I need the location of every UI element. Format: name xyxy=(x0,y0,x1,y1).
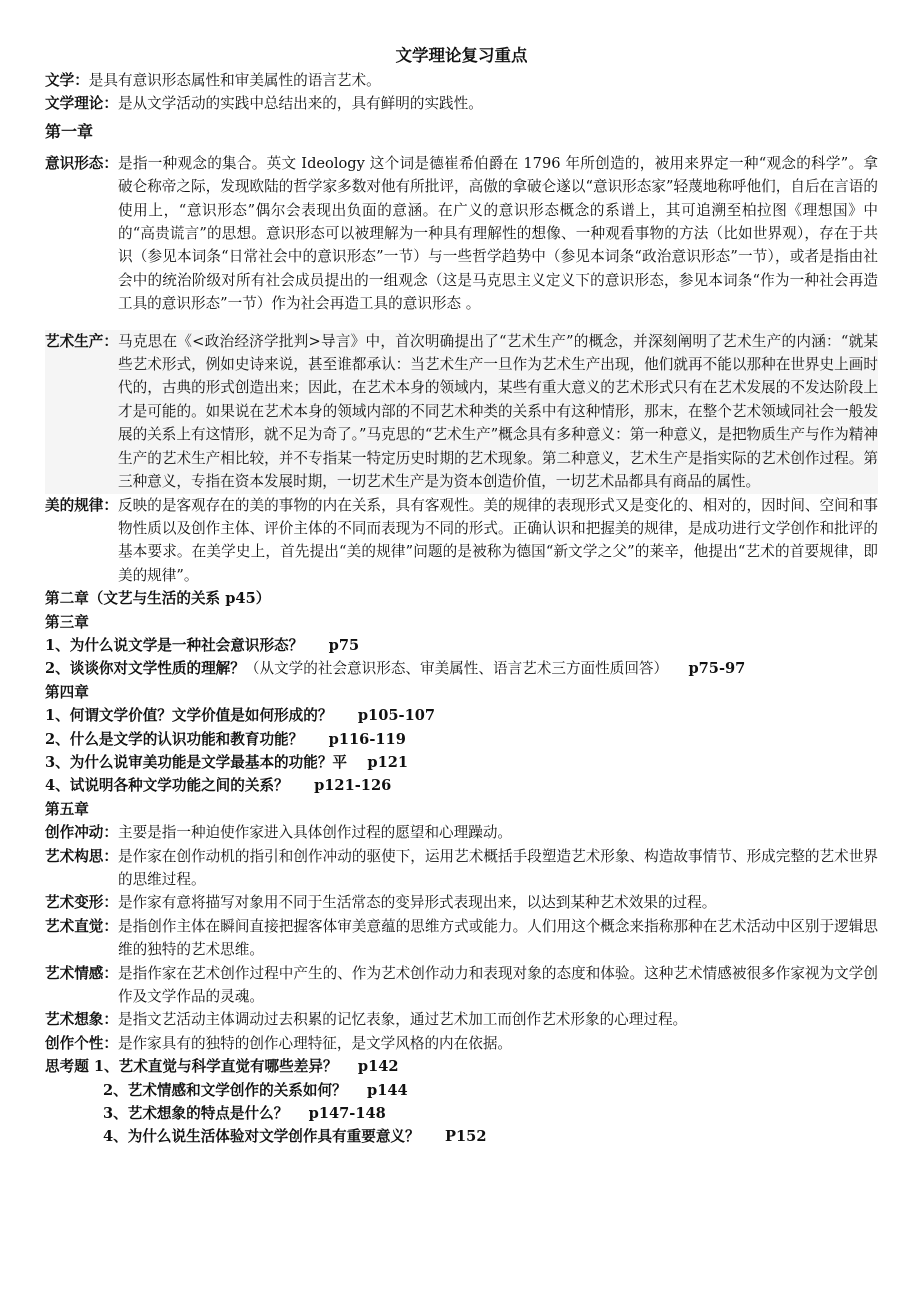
term-label: 美的规律： xyxy=(45,496,118,514)
page-reference: p121-126 xyxy=(314,777,392,795)
chapter-2-heading: 第二章（文艺与生活的关系 p45） xyxy=(45,590,271,608)
term-definition: 反映的是客观存在的美的事物的内在关系，具有客观性。美的规律的表现形式又是变化的、相对的，因时间、空间和事物性质以及创作主体、评价主体的不同而表现为不同的形式。正确认识和把握美的规律，是成功进行文学创作和批评的基本要求。在美学史上，首先提出“美的规律”问题的是被称为德国“新文学之父”的莱辛，他提出“艺术的首要规律，即美的规律”。 xyxy=(117,496,878,584)
term-definition: 是具有意识形态属性和审美属性的语言艺术。 xyxy=(88,72,381,89)
question-item xyxy=(45,704,878,727)
question-item xyxy=(45,634,878,657)
question-text: 1、艺术直觉与科学直觉有哪些差异？ xyxy=(93,1058,338,1076)
term-definition: 是指作家在艺术创作过程中产生的、作为艺术创作动力和表现对象的态度和体验。这种艺术情感被很多作家视为文学创作及文学作品的灵魂。 xyxy=(117,964,878,1006)
definition-art-production xyxy=(45,330,878,494)
question-note: （从文学的社会意识形态、审美属性、语言艺术三方面性质回答） xyxy=(244,660,669,678)
term-definition: 马克思在《<政治经济学批判>导言》中，首次明确提出了“艺术生产”的概念，并深刻阐明了艺术生产的内涵：“就某些艺术形式，例如史诗来说，甚至谁都承认：当艺术生产一旦作为艺术生产出现，他们就再不能以那种在世界史上画时代的，古典的形式创造出来；因此，在艺术本身的领域内，某些有重大意义的艺术形式只有在艺术发展的不发达阶段上才是可能的。如果说在艺术本身的领域内部的不同艺术种类的关系中有这种情形，那末，在整个艺术领域同社会一般发展的关系上有这情形，就不足为奇了。”马克思的“艺术生产”概念具有多种意义：第一种意义，是把物质生产与作为精神生产的艺术生产相比较，并不专指某一特定历史时期的艺术现象。第二种意义，艺术生产是指实际的艺术创作过程。第三种意义，专指在资本发展时期，一切艺术生产是为资本创造价值，一切艺术品都具有商品的属性。 xyxy=(117,332,878,491)
term-definition: 是指创作主体在瞬间直接把握客体审美意蕴的思维方式或能力。人们用这个概念来指称那种在艺术活动中区别于逻辑思维的独特的艺术思维。 xyxy=(117,917,878,959)
question-item xyxy=(45,774,878,797)
question-item xyxy=(45,657,878,680)
definition-artistic-deformation xyxy=(45,891,878,914)
definition-creative-individuality xyxy=(45,1032,878,1055)
term-definition: 主要是指一种迫使作家进入具体创作过程的愿望和心理躁动。 xyxy=(117,824,513,842)
question-item xyxy=(45,1125,878,1148)
term-definition: 是指一种观念的集合。英文 Ideology 这个词是德崔希伯爵在 1796 年所创造的，被用来界定一种“观念的科学”。拿破仑称帝之际，发现欧陆的哲学家多数对他有所批评，高傲的拿破仑遂以“意识形态家”轻蔑地称呼他们，自后在言语的使用上，“意识形态”偶尔会表现出负面的意涵。在广义的意识形态概念的系谱上，其可追溯至柏拉图《理想国》中的“高贵谎言”的思想。意识形态可以被理解为一种具有理解性的想像、一种观看事物的方法（比如世界观），存在于共识（参见本词条“日常社会中的意识形态”一节）与一些哲学趋势中（参见本词条“政治意识形态”一节），或者是指由社会中的统治阶级对所有社会成员提出的一组观念（这是马克思主义定义下的意识形态，参见本词条“作为一种社会再造工具的意识形态”一节）作为社会再造工具的意识形态 。 xyxy=(117,154,878,313)
term-label: 创作冲动： xyxy=(45,824,118,842)
definition-artistic-imagination xyxy=(45,1008,878,1031)
chapter-5-heading: 第五章 xyxy=(45,800,89,818)
term-label: 艺术变形： xyxy=(45,894,118,912)
term-label: 创作个性： xyxy=(45,1034,118,1052)
thinking-questions-label: 思考题 xyxy=(45,1058,94,1076)
question-text: 2、谈谈你对文学性质的理解？ xyxy=(45,660,245,678)
definition-artistic-intuition xyxy=(45,915,878,962)
question-item xyxy=(45,1055,878,1078)
term-label: 艺术构思： xyxy=(45,847,118,865)
question-text: 4、试说明各种文学功能之间的关系？ xyxy=(45,777,289,795)
term-definition: 是作家有意将描写对象用不同于生活常态的变异形式表现出来，以达到某种艺术效果的过程。 xyxy=(117,894,717,912)
term-definition: 是指文艺活动主体调动过去积累的记忆表象，通过艺术加工而创作艺术形象的心理过程。 xyxy=(117,1011,688,1029)
page-reference: p121 xyxy=(367,753,409,771)
page-reference: p147-148 xyxy=(308,1105,386,1123)
page-reference: p75-97 xyxy=(688,660,746,678)
term-label: 文学理论： xyxy=(45,95,118,113)
term-label: 艺术生产： xyxy=(45,332,118,350)
definition-artistic-conception xyxy=(45,845,878,892)
term-label: 艺术情感： xyxy=(45,964,118,982)
term-label: 艺术直觉： xyxy=(45,917,118,935)
page-reference: p116-119 xyxy=(328,730,406,748)
question-item xyxy=(45,728,878,751)
term-definition: 是作家具有的独特的创作心理特征，是文学风格的内在依据。 xyxy=(117,1034,513,1052)
question-text: 2、什么是文学的认识功能和教育功能？ xyxy=(45,730,304,748)
question-text: 1、何谓文学价值？文学价值是如何形成的？ xyxy=(45,707,333,725)
question-text: 2、艺术情感和文学创作的关系如何？ xyxy=(103,1081,347,1099)
definition-ideology xyxy=(45,152,878,316)
question-item xyxy=(45,1079,878,1102)
chapter-4-heading: 第四章 xyxy=(45,683,89,701)
page-reference: p142 xyxy=(357,1058,399,1076)
question-text: 1、为什么说文学是一种社会意识形态？ xyxy=(45,636,304,654)
term-label: 艺术想象： xyxy=(45,1011,118,1029)
page-reference: p144 xyxy=(366,1081,408,1099)
term-label: 意识形态： xyxy=(45,154,118,172)
question-text: 3、为什么说审美功能是文学最基本的功能？平 xyxy=(45,753,348,771)
document xyxy=(45,43,878,1149)
question-text: 4、为什么说生活体验对文学创作具有重要意义？ xyxy=(103,1128,420,1146)
definition-artistic-emotion xyxy=(45,962,878,1009)
term-definition: 是作家在创作动机的指引和创作冲动的驱使下，运用艺术概括手段塑造艺术形象、构造故事情节、形成完整的艺术世界的思维过程。 xyxy=(117,847,878,888)
term-definition: 是从文学活动的实践中总结出来的，具有鲜明的实践性。 xyxy=(117,95,483,113)
page-reference: p105-107 xyxy=(357,707,436,725)
chapter-1-heading: 第一章 xyxy=(45,121,94,141)
definition-literary-theory xyxy=(45,92,878,115)
question-item xyxy=(45,751,878,774)
document-title: 文学理论复习重点 xyxy=(395,46,528,65)
question-text: 3、艺术想象的特点是什么？ xyxy=(103,1105,289,1123)
definition-literature xyxy=(45,69,878,92)
question-item xyxy=(45,1102,878,1125)
term-label: 文学： xyxy=(45,72,89,89)
chapter-3-heading: 第三章 xyxy=(45,613,89,631)
page-reference: P152 xyxy=(445,1128,487,1146)
page-reference: p75 xyxy=(328,636,360,654)
definition-law-of-beauty xyxy=(45,494,878,588)
definition-creative-impulse xyxy=(45,821,878,844)
